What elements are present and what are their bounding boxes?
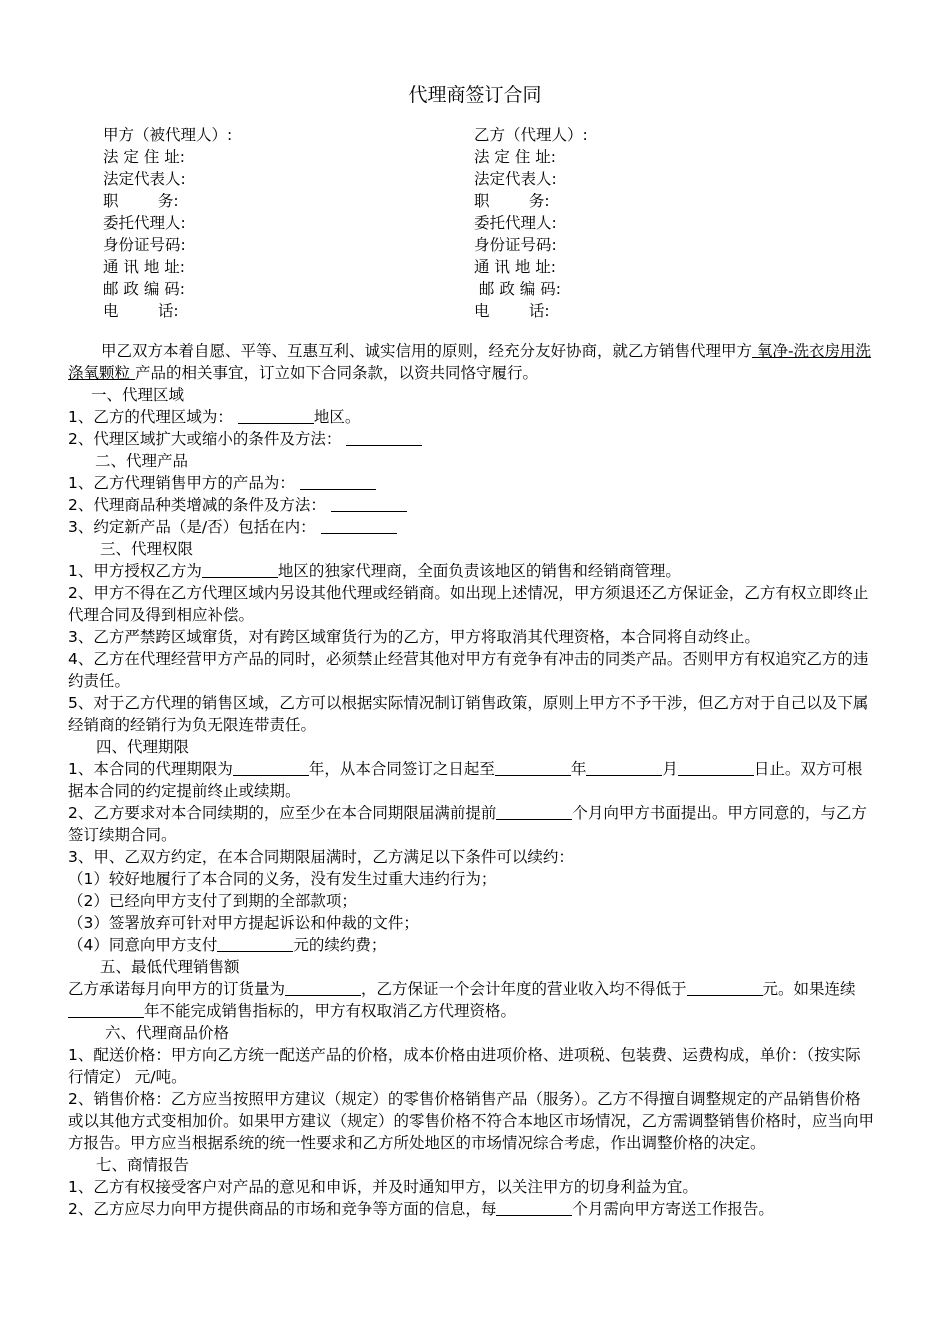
sub-clause: （1）较好地履行了本合同的义务，没有发生过重大违约行为； xyxy=(68,870,497,888)
section-heading: 一、代理区域 xyxy=(91,386,185,404)
clause-text: 1、甲方授权乙方为 xyxy=(68,562,202,580)
clause-text: 元。如果连续 xyxy=(762,980,856,998)
party-a-row: 电 话: xyxy=(103,302,179,320)
clause-text: 月 xyxy=(662,760,678,778)
clause-text: 2、乙方应尽力向甲方提供商品的市场和竞争等方面的信息，每 xyxy=(68,1200,497,1218)
intro-text: 产品的相关事宜，订立如下合同条款，以资共同恪守履行。 xyxy=(134,364,538,382)
blank-line xyxy=(687,980,763,996)
clause: 4、乙方在代理经营甲方产品的同时，必须禁止经营其他对甲方有竞争有冲击的同类产品。否则甲方有权追究乙方的违约责任。 xyxy=(68,650,869,690)
clause xyxy=(68,1198,876,1220)
section-heading: 六、代理商品价格 xyxy=(105,1024,230,1042)
sub-clause xyxy=(68,934,876,956)
party-b-row: 法 定 住 址: xyxy=(474,148,557,166)
party-a-row: 甲方（被代理人）: xyxy=(103,126,233,144)
blank-line xyxy=(238,408,314,424)
party-b-row: 乙方（代理人）: xyxy=(474,126,588,144)
clause-text: 3、约定新产品（是/否）包括在内： xyxy=(68,518,316,536)
clause xyxy=(68,560,876,582)
clause-text: 日止。双方可根据本合同的约定提前终止或续期。 xyxy=(68,760,863,800)
party-b-row: 身份证号码: xyxy=(474,236,557,254)
clause xyxy=(68,516,876,538)
clause-text: 个月需向甲方寄送工作报告。 xyxy=(572,1200,774,1218)
blank-line xyxy=(202,562,278,578)
party-a-block xyxy=(103,124,483,322)
clause: 2、销售价格：乙方应当按照甲方建议（规定）的零售价格销售产品（服务）。乙方不得擅自调整规定的产品销售价格或以其他方式变相加价。如果甲方建议（规定）的零售价格不符合本地区市场情况，乙方需调整销售价格时，应当向甲方报告。甲方应当根据系统的统一性要求和乙方所处地区的市场情况综合考虑，作出调整价格的决定。 xyxy=(68,1090,875,1152)
intro-text: 甲乙双方本着自愿、平等、互惠互利、诚实信用的原则，经充分友好协商，就乙方销售代理甲方 xyxy=(101,342,753,360)
blank-line xyxy=(586,760,662,776)
clause-text: 乙方承诺每月向甲方的订货量为 xyxy=(68,980,286,998)
party-a-row: 邮 政 编 码: xyxy=(103,280,186,298)
party-b-row: 电 话: xyxy=(474,302,550,320)
clause-text: 年不能完成销售指标的，甲方有权取消乙方代理资格。 xyxy=(144,1002,517,1020)
clause xyxy=(68,428,876,450)
clause: 1、配送价格：甲方向乙方统一配送产品的价格，成本价格由进项价格、进项税、包装费、运费构成，单价：（按实际行情定） 元/吨。 xyxy=(68,1046,861,1086)
clause-text: 元的续约费； xyxy=(293,936,387,954)
clause xyxy=(68,494,876,516)
clause-text: 地区的独家代理商，全面负责该地区的销售和经销商管理。 xyxy=(277,562,681,580)
product-name: 氧净-洗衣房用洗涤氧颗粒 xyxy=(68,342,872,382)
party-b-row: 邮 政 编 码: xyxy=(474,280,561,298)
clause-text: 年 xyxy=(570,760,587,778)
blank-line xyxy=(496,1200,572,1216)
sub-clause: （3）签署放弃可针对甲方提起诉讼和仲裁的文件； xyxy=(68,914,419,932)
clause-text: 2、代理商品种类增减的条件及方法： xyxy=(68,496,326,514)
sub-clause: （2）已经向甲方支付了到期的全部款项； xyxy=(68,892,357,910)
blank-line xyxy=(346,430,422,446)
section-heading: 三、代理权限 xyxy=(100,540,194,558)
clause-text: 年，从本合同签订之日起至 xyxy=(308,760,495,778)
contract-body xyxy=(68,340,876,1220)
blank-line xyxy=(285,980,361,996)
blank-line xyxy=(233,760,309,776)
clause-text: 2、代理区域扩大或缩小的条件及方法： xyxy=(68,430,342,448)
blank-line xyxy=(495,760,571,776)
party-b-row: 职 务: xyxy=(474,192,550,210)
clause xyxy=(68,472,876,494)
blank-line xyxy=(300,474,376,490)
clause: 3、乙方严禁跨区域窜货，对有跨区域窜货行为的乙方，甲方将取消其代理资格，本合同将自动终止。 xyxy=(68,628,760,646)
section-heading: 七、商情报告 xyxy=(96,1156,190,1174)
party-b-row: 委托代理人: xyxy=(474,214,557,232)
section-heading: 四、代理期限 xyxy=(96,738,190,756)
clause: 3、甲、乙双方约定，在本合同期限届满时，乙方满足以下条件可以续约： xyxy=(68,848,574,866)
blank-line xyxy=(331,496,407,512)
clause xyxy=(68,802,876,846)
party-b-block xyxy=(474,124,854,322)
party-a-row: 法定代表人: xyxy=(103,170,186,188)
section-heading: 五、最低代理销售额 xyxy=(100,958,240,976)
party-a-row: 法 定 住 址: xyxy=(103,148,186,166)
clause-text: 个月向甲方书面提出。甲方同意的，与乙方签订续期合同。 xyxy=(68,804,867,844)
blank-line xyxy=(68,1002,144,1018)
intro-paragraph xyxy=(68,340,876,384)
clause: 2、甲方不得在乙方代理区域内另设其他代理或经销商。如出现上述情况，甲方须退还乙方保证金，乙方有权立即终止代理合同及得到相应补偿。 xyxy=(68,584,869,624)
clause-text: 2、乙方要求对本合同续期的，应至少在本合同期限届满前提前 xyxy=(68,804,497,822)
clause-text: 地区。 xyxy=(313,408,361,426)
blank-line xyxy=(217,936,293,952)
section-heading: 二、代理产品 xyxy=(95,452,189,470)
party-a-row: 通 讯 地 址: xyxy=(103,258,186,276)
clause: 5、对于乙方代理的销售区域，乙方可以根据实际情况制订销售政策，原则上甲方不予干涉，但乙方对于自己以及下属经销商的经销行为负无限连带责任。 xyxy=(68,694,869,734)
blank-line xyxy=(678,760,754,776)
party-b-row: 法定代表人: xyxy=(474,170,557,188)
blank-line xyxy=(321,518,397,534)
clause xyxy=(68,978,876,1022)
party-a-row: 委托代理人: xyxy=(103,214,186,232)
clause xyxy=(68,758,876,802)
blank-line xyxy=(496,804,572,820)
document-title: 代理商签订合同 xyxy=(408,84,542,106)
clause-text: （4）同意向甲方支付 xyxy=(68,936,218,954)
clause: 1、乙方有权接受客户对产品的意见和申诉，并及时通知甲方，以关注甲方的切身利益为宜。 xyxy=(68,1178,698,1196)
party-a-row: 职 务: xyxy=(103,192,179,210)
clause-text: 1、乙方代理销售甲方的产品为： xyxy=(68,474,295,492)
clause xyxy=(68,406,876,428)
clause-text: 1、本合同的代理期限为 xyxy=(68,760,233,778)
party-b-row: 通 讯 地 址: xyxy=(474,258,557,276)
clause-text: ，乙方保证一个会计年度的营业收入均不得低于 xyxy=(361,980,687,998)
party-a-row: 身份证号码: xyxy=(103,236,186,254)
clause-text: 1、乙方的代理区域为： xyxy=(68,408,233,426)
